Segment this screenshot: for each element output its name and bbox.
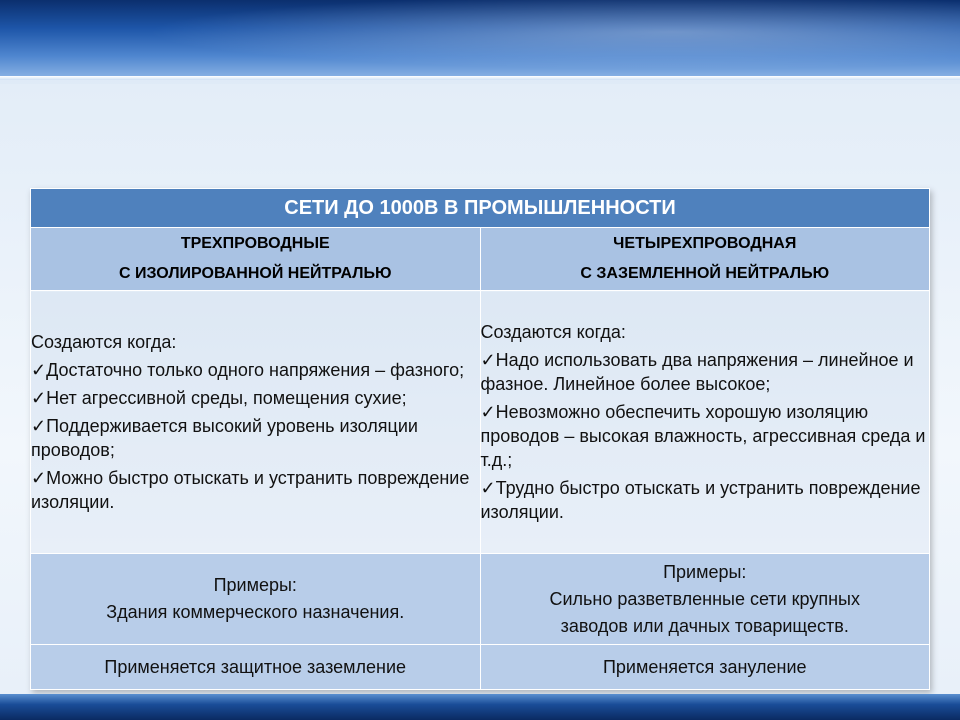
footer-cell-four-wire: Применяется зануление bbox=[480, 645, 930, 690]
header-highlight bbox=[0, 0, 960, 80]
conditions-cell-four-wire bbox=[480, 291, 930, 554]
column-header-line: С ЗАЗЕМЛЕННОЙ НЕЙТРАЛЬЮ bbox=[580, 265, 830, 282]
checkmark-icon: ✓ bbox=[31, 416, 47, 436]
examples-cell-four-wire bbox=[480, 554, 930, 645]
column-header-line: ЧЕТЫРЕХПРОВОДНАЯ bbox=[613, 235, 797, 252]
table-title: СЕТИ ДО 1000В В ПРОМЫШЛЕННОСТИ bbox=[31, 189, 930, 228]
conditions-cell-three-wire bbox=[31, 291, 481, 554]
condition-text: Трудно быстро отыскать и устранить повреждение изоляции. bbox=[480, 478, 921, 522]
examples-text: Здания коммерческого назначения. bbox=[106, 602, 405, 622]
checkmark-icon: ✓ bbox=[31, 468, 47, 488]
condition-text: Можно быстро отыскать и устранить повреждение изоляции. bbox=[31, 468, 470, 512]
condition-item bbox=[31, 358, 480, 382]
condition-item bbox=[31, 386, 480, 410]
column-header-line: С ИЗОЛИРОВАННОЙ НЕЙТРАЛЬЮ bbox=[118, 265, 392, 282]
checkmark-icon: ✓ bbox=[480, 350, 496, 370]
condition-item bbox=[481, 400, 930, 472]
conditions-intro: Создаются когда: bbox=[31, 332, 177, 352]
condition-text: Надо использовать два напряжения – линейное и фазное. Линейное более высокое; bbox=[480, 350, 914, 394]
checkmark-icon: ✓ bbox=[480, 478, 496, 498]
condition-item bbox=[31, 466, 480, 514]
column-header-line: ТРЕХПРОВОДНЫЕ bbox=[180, 235, 330, 252]
footer-banner bbox=[0, 694, 960, 720]
checkmark-icon: ✓ bbox=[31, 360, 47, 380]
examples-label: Примеры: bbox=[213, 575, 297, 595]
condition-text: Нет агрессивной среды, помещения сухие; bbox=[46, 388, 407, 408]
examples-text: Сильно разветвленные сети крупных заводов или дачных товариществ. bbox=[549, 588, 860, 636]
examples-label: Примеры: bbox=[663, 561, 747, 582]
footer-cell-three-wire: Применяется защитное заземление bbox=[31, 645, 481, 690]
column-header-four-wire bbox=[480, 228, 930, 291]
examples-cell-three-wire bbox=[31, 554, 481, 645]
comparison-table bbox=[30, 188, 930, 690]
condition-item bbox=[481, 348, 930, 396]
condition-text: Поддерживается высокий уровень изоляции проводов; bbox=[31, 416, 418, 460]
condition-text: Достаточно только одного напряжения – фазного; bbox=[46, 360, 465, 380]
checkmark-icon: ✓ bbox=[480, 402, 496, 422]
checkmark-icon: ✓ bbox=[31, 388, 47, 408]
column-header-three-wire bbox=[31, 228, 481, 291]
condition-item bbox=[31, 414, 480, 462]
condition-text: Невозможно обеспечить хорошую изоляцию проводов – высокая влажность, агрессивная среда и т.д.; bbox=[480, 402, 926, 470]
conditions-intro: Создаются когда: bbox=[480, 322, 626, 342]
condition-item bbox=[481, 476, 930, 524]
